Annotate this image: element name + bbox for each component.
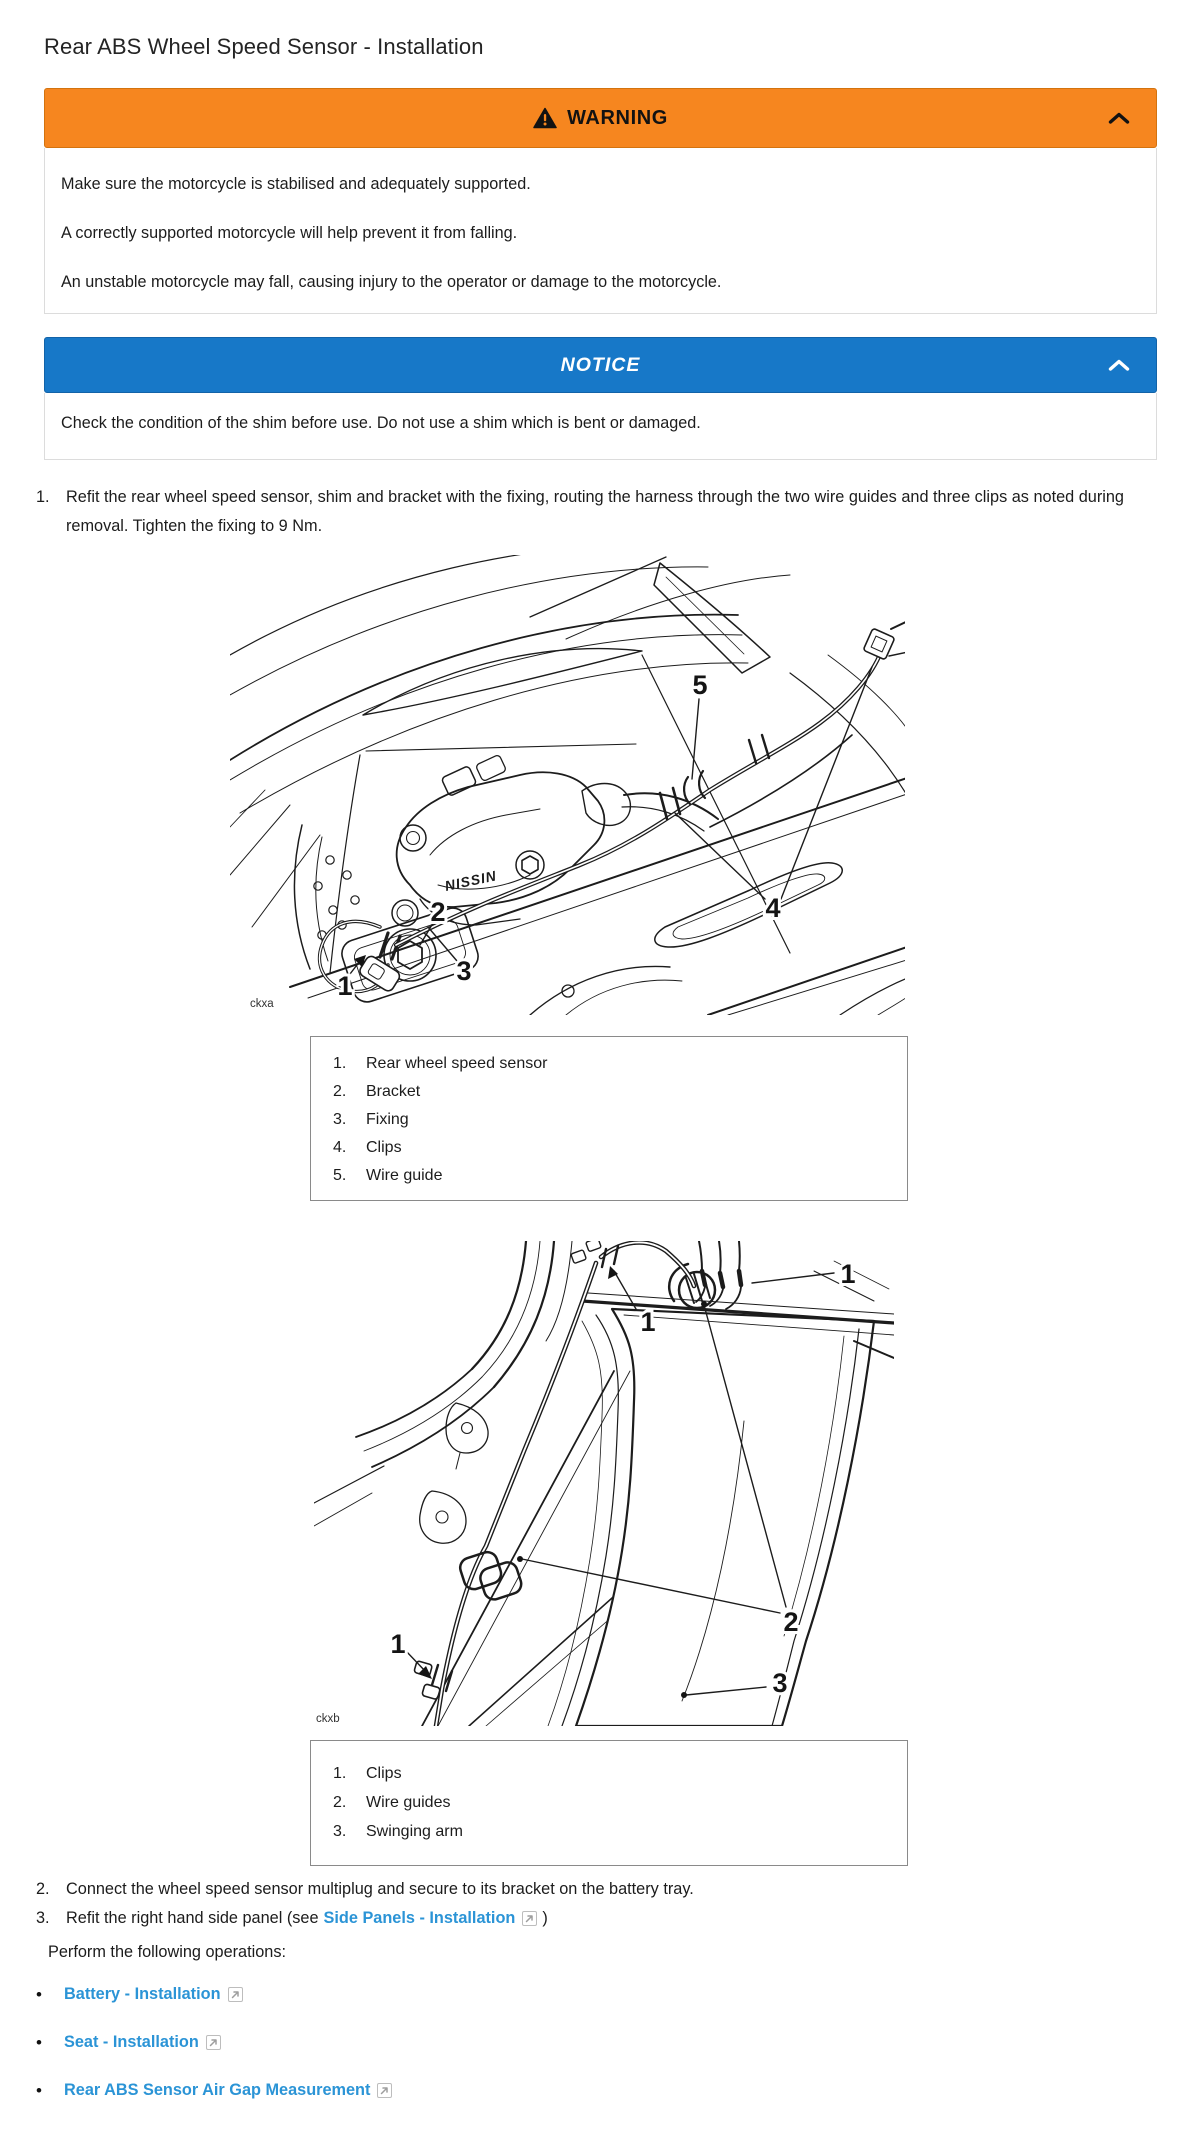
figure-1-legend — [310, 1036, 908, 1201]
legend-item: 1. Rear wheel speed sensor — [333, 1055, 548, 1072]
warning-banner[interactable] — [44, 88, 1157, 148]
list-item — [36, 1980, 1157, 2009]
warning-paragraph: A correctly supported motorcycle will help prevent it from falling. — [61, 224, 518, 242]
figure-2-legend — [310, 1740, 908, 1866]
step-text: Refit the right hand side panel (see Side Panels - Installation ) — [66, 1909, 548, 1927]
legend-item: 5. Wire guide — [333, 1167, 443, 1184]
callout-4-label: 4 — [765, 893, 781, 923]
seat-installation-link[interactable]: Seat - Installation — [64, 2033, 199, 2051]
page-title: Rear ABS Wheel Speed Sensor - Installation — [44, 34, 484, 59]
battery-installation-link[interactable]: Battery - Installation — [64, 1985, 221, 2003]
warning-paragraph: Make sure the motorcycle is stabilised and adequately supported. — [61, 175, 531, 193]
callout-3-label: 3 — [456, 956, 472, 986]
notice-section — [44, 337, 1157, 460]
nissin-logo-text: NISSIN — [443, 867, 499, 894]
warning-triangle-icon — [533, 107, 557, 129]
warning-banner-title: WARNING — [533, 107, 668, 130]
rear-abs-sensor-air-gap-link[interactable]: Rear ABS Sensor Air Gap Measurement — [64, 2081, 371, 2099]
callout-5-label: 5 — [692, 670, 708, 700]
perform-operations-label: Perform the following operations: — [48, 1943, 287, 1961]
legend-item: 4. Clips — [333, 1139, 402, 1156]
list-item — [36, 2076, 1157, 2105]
callout-1-label: 1 — [840, 1259, 856, 1289]
warning-paragraph: An unstable motorcycle may fall, causing injury to the operator or damage to the motorcycle. — [61, 273, 722, 291]
figure-code-label: ckxb — [316, 1713, 340, 1725]
step-text: Refit the rear wheel speed sensor, shim and bracket with the fixing, routing the harness through the two wire guides and three clips as noted during removal. Tighten the fixing to 9 Nm. — [66, 488, 1124, 535]
figure-1-swingarm-sensor — [230, 555, 905, 1015]
step-number: 1. — [36, 488, 50, 506]
list-item — [36, 2028, 1157, 2057]
external-link-icon[interactable] — [206, 2035, 221, 2050]
notice-banner[interactable] — [44, 337, 1157, 393]
legend-item: 1. Clips — [333, 1765, 402, 1782]
chevron-up-icon[interactable] — [1108, 359, 1130, 371]
notice-banner-title: NOTICE — [560, 353, 641, 376]
notice-body — [44, 393, 1157, 460]
operations-list — [36, 1980, 1157, 2105]
figure-1-illustration — [230, 555, 905, 1015]
figure-2-illustration — [314, 1241, 894, 1726]
callout-1-label: 1 — [337, 971, 353, 1001]
figure-2-harness-routing — [314, 1241, 894, 1726]
callout-2-label: 2 — [783, 1607, 799, 1637]
bullet-icon: • — [36, 2033, 42, 2052]
step-3 — [36, 1904, 1157, 1933]
callout-2-label: 2 — [430, 897, 446, 927]
bullet-icon: • — [36, 1985, 42, 2004]
legend-item: 3. Swinging arm — [333, 1823, 463, 1840]
warning-section — [44, 88, 1157, 314]
external-link-icon[interactable] — [377, 2083, 392, 2098]
warning-body — [44, 148, 1157, 314]
legend-item: 2. Bracket — [333, 1083, 421, 1100]
bullet-icon: • — [36, 2081, 42, 2100]
side-panels-installation-link[interactable]: Side Panels - Installation — [323, 1909, 516, 1927]
step-number: 2. — [36, 1880, 50, 1898]
figure-code-label: ckxa — [250, 998, 274, 1010]
callout-3-label: 3 — [772, 1668, 788, 1698]
callout-1-label: 1 — [390, 1629, 406, 1659]
external-link-icon[interactable] — [228, 1987, 243, 2002]
legend-item: 3. Fixing — [333, 1111, 409, 1128]
step-1 — [36, 483, 1157, 541]
step-2 — [36, 1875, 1157, 1904]
step-text: Connect the wheel speed sensor multiplug and secure to its bracket on the battery tray. — [66, 1880, 694, 1898]
step-number: 3. — [36, 1909, 50, 1927]
notice-paragraph: Check the condition of the shim before use. Do not use a shim which is bent or damaged. — [61, 414, 701, 432]
callout-1-label: 1 — [640, 1307, 656, 1337]
chevron-up-icon[interactable] — [1108, 112, 1130, 124]
external-link-icon[interactable] — [522, 1911, 537, 1926]
legend-item: 2. Wire guides — [333, 1794, 451, 1811]
